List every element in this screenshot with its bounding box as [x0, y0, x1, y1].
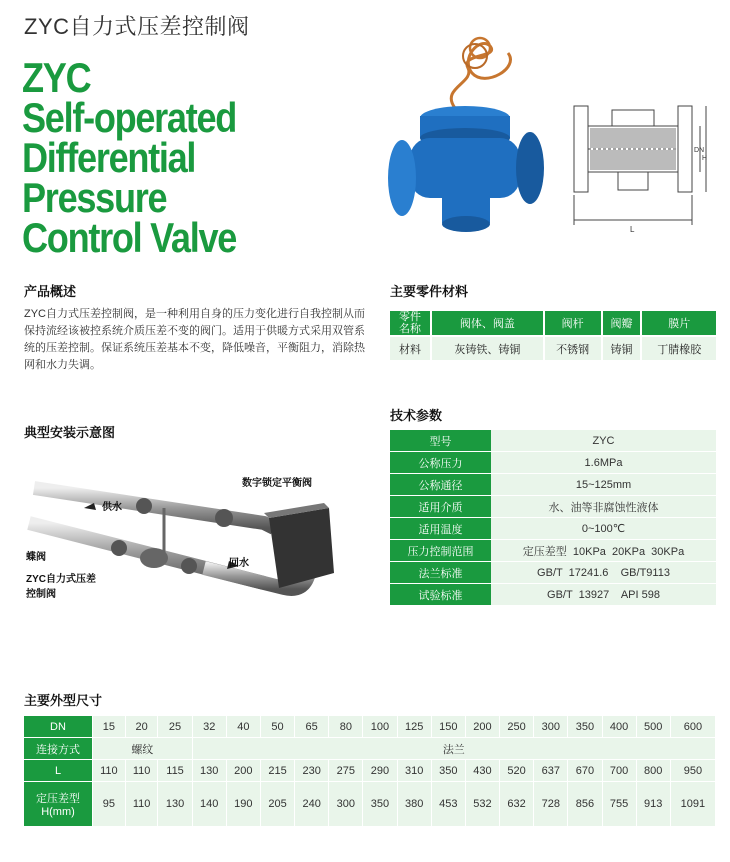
table-cell: 丁腈橡胶	[641, 336, 716, 360]
title-en-line: Pressure	[22, 174, 167, 221]
table-cell: 300	[329, 782, 363, 827]
install-heading: 典型安装示意图	[24, 425, 116, 440]
table-cell: 65	[295, 716, 329, 738]
dims-key-conn: 连接方式	[24, 738, 93, 760]
title-en	[22, 54, 237, 261]
tech-key: 公称通径	[390, 474, 491, 496]
table-cell: 15	[93, 716, 126, 738]
table-row	[390, 474, 716, 496]
table-cell: 125	[397, 716, 431, 738]
table-cell: 铸铜	[602, 336, 642, 360]
table-cell: 阀瓣	[602, 311, 642, 336]
table-cell: 800	[636, 760, 670, 782]
table-cell: 130	[192, 760, 226, 782]
table-cell: 913	[636, 782, 670, 827]
table-cell: 32	[192, 716, 226, 738]
table-cell: 140	[192, 782, 226, 827]
table-cell: 40	[226, 716, 260, 738]
table-row	[390, 584, 716, 606]
table-row	[390, 562, 716, 584]
dims-key-l: L	[24, 760, 93, 782]
overview-heading: 产品概述	[24, 284, 77, 299]
table-cell: 290	[363, 760, 397, 782]
table-cell: 150	[431, 716, 465, 738]
installation-diagram	[24, 448, 369, 613]
table-cell: 240	[295, 782, 329, 827]
table-cell: 380	[397, 782, 431, 827]
table-cell: 110	[93, 760, 126, 782]
label-butterfly: 蝶阀	[26, 552, 46, 563]
table-cell: 950	[670, 760, 715, 782]
tech-key: 型号	[390, 430, 491, 452]
table-cell: 600	[670, 716, 715, 738]
tech-key: 试验标准	[390, 584, 491, 606]
title-en-line: ZYC	[22, 54, 91, 101]
table-row	[24, 738, 716, 760]
table-cell: 20	[125, 716, 158, 738]
tech-key: 法兰标准	[390, 562, 491, 584]
title-cn: ZYC自力式压差控制阀	[24, 14, 250, 39]
overview-text: ZYC自力式压差控制阀，是一种利用自身的压力变化进行自我控制从而保持流经该被控系统介质压差不变的阀门。适用于供暖方式采用双管系统的压差控制。保证系统压差基本不变，降低噪音，平衡阻力，消除热网和水力失调。	[24, 308, 365, 371]
dim-label-dn: DN	[694, 147, 705, 154]
label-return: 回水	[229, 558, 249, 569]
label-zyc-1: ZYC自力式压差	[26, 574, 96, 585]
tech-value: ZYC	[491, 430, 716, 452]
title-en-line: Self-operated	[22, 94, 237, 141]
table-cell: 430	[465, 760, 499, 782]
table-cell: 400	[602, 716, 636, 738]
table-cell: 350	[431, 760, 465, 782]
table-cell: 零件 名称	[390, 311, 431, 336]
table-cell: 膜片	[641, 311, 716, 336]
valve-product-image	[380, 28, 550, 238]
table-cell: 110	[125, 760, 158, 782]
table-cell: 755	[602, 782, 636, 827]
tech-key: 适用温度	[390, 518, 491, 540]
table-cell: 350	[363, 782, 397, 827]
dims-key-dn: DN	[24, 716, 93, 738]
table-cell: 25	[158, 716, 192, 738]
table-row	[24, 716, 716, 738]
table-cell: 532	[465, 782, 499, 827]
conn-flange: 法兰	[192, 738, 715, 760]
table-cell: 115	[158, 760, 192, 782]
tech-heading: 技术参数	[390, 408, 443, 423]
dims-key-h	[24, 782, 93, 827]
table-cell: 275	[329, 760, 363, 782]
table-cell: 110	[125, 782, 158, 827]
table-cell: 520	[500, 760, 534, 782]
table-row	[390, 518, 716, 540]
table-cell: 350	[568, 716, 602, 738]
label-balance-valve: 数字锁定平衡阀	[242, 478, 312, 489]
tech-value: GB/T 17241.6 GB/T9113	[491, 562, 716, 584]
table-row	[390, 336, 716, 360]
table-cell: 453	[431, 782, 465, 827]
dims-key-h-line2: H(mm)	[41, 806, 75, 818]
tech-key: 公称压力	[390, 452, 491, 474]
table-cell: 250	[500, 716, 534, 738]
table-cell: 1091	[670, 782, 715, 827]
table-cell: 670	[568, 760, 602, 782]
table-cell: 215	[260, 760, 294, 782]
table-cell: 300	[534, 716, 568, 738]
table-cell: 材料	[390, 336, 431, 360]
table-cell: 95	[93, 782, 126, 827]
table-cell: 50	[260, 716, 294, 738]
tech-value: 0~100℃	[491, 518, 716, 540]
table-cell: 200	[226, 760, 260, 782]
label-zyc-2: 控制阀	[26, 589, 56, 600]
tech-value: 定压差型 10KPa 20KPa 30KPa	[491, 540, 716, 562]
table-cell: 230	[295, 760, 329, 782]
tech-table	[390, 430, 716, 606]
table-cell: 205	[260, 782, 294, 827]
table-row	[24, 760, 716, 782]
label-supply: 供水	[102, 502, 122, 513]
conn-thread: 螺纹	[93, 738, 193, 760]
table-cell: 阀体、阀盖	[431, 311, 544, 336]
table-cell: 130	[158, 782, 192, 827]
parts-table	[390, 311, 716, 360]
tech-key: 压力控制范围	[390, 540, 491, 562]
table-row	[390, 430, 716, 452]
dim-label-l: L	[630, 225, 635, 234]
table-cell: 637	[534, 760, 568, 782]
table-cell: 不锈钢	[544, 336, 602, 360]
tech-key: 适用介质	[390, 496, 491, 518]
table-cell: 灰铸铁、铸铜	[431, 336, 544, 360]
dims-table	[24, 716, 716, 827]
table-row	[390, 452, 716, 474]
table-cell: 728	[534, 782, 568, 827]
table-cell: 190	[226, 782, 260, 827]
tech-value: 1.6MPa	[491, 452, 716, 474]
table-row	[24, 782, 716, 827]
parts-heading: 主要零件材料	[390, 284, 469, 299]
table-cell: 80	[329, 716, 363, 738]
table-cell: 310	[397, 760, 431, 782]
table-cell: 200	[465, 716, 499, 738]
dim-label-h: H	[702, 155, 708, 162]
tech-value: 水、油等非腐蚀性液体	[491, 496, 716, 518]
table-row	[390, 540, 716, 562]
table-cell: 856	[568, 782, 602, 827]
table-cell: 500	[636, 716, 670, 738]
table-row	[390, 311, 716, 336]
tech-value: 15~125mm	[491, 474, 716, 496]
table-row	[390, 496, 716, 518]
table-cell: 700	[602, 760, 636, 782]
dims-key-h-line1: 定压差型	[36, 793, 80, 805]
table-cell: 100	[363, 716, 397, 738]
title-en-line: Differential	[22, 134, 196, 181]
table-cell: 632	[500, 782, 534, 827]
title-en-line: Control Valve	[22, 214, 237, 261]
dims-heading: 主要外型尺寸	[24, 693, 103, 708]
valve-dimension-drawing	[560, 100, 710, 240]
tech-value: GB/T 13927 API 598	[491, 584, 716, 606]
table-cell: 阀杆	[544, 311, 602, 336]
